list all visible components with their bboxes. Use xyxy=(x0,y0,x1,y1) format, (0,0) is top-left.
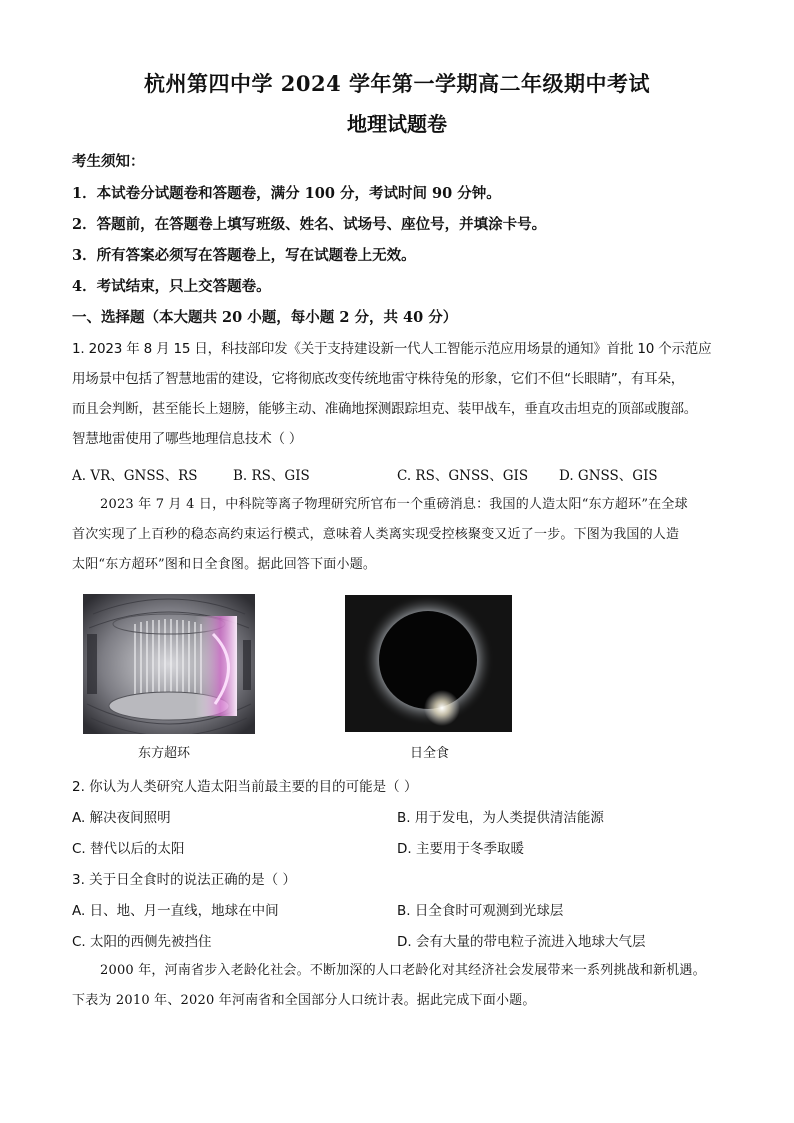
exam-title: 杭州第四中学 2024 学年第一学期高二年级期中考试 xyxy=(143,71,651,96)
passage-2-line: 2000 年，河南省步入老龄化社会。不断加深的人口老龄化对其经济社会发展带来一系列挑战和新机遇。 xyxy=(100,963,706,978)
figure-caption-eclipse: 日全食 xyxy=(410,746,450,761)
question-2-option-b: B. 用于发电，为人类提供清洁能源 xyxy=(397,810,604,826)
notice-item-2: 2．答题前，在答题卷上填写班级、姓名、试场号、座位号，并填涂卡号。 xyxy=(72,216,547,233)
passage-1-line: 2023 年 7 月 4 日，中科院等离子物理研究所官布一个重磅消息：我国的人造太阳“东方超环”在全球 xyxy=(100,497,688,512)
question-1-option-b: B. RS、GIS xyxy=(233,468,310,484)
notice-item-1: 1．本试卷分试题卷和答题卷，满分 100 分，考试时间 90 分钟。 xyxy=(72,185,501,202)
notice-item-4: 4．考试结束，只上交答题卷。 xyxy=(72,278,271,295)
question-2-stem: 2. 你认为人类研究人造太阳当前最主要的目的可能是（ ） xyxy=(72,779,418,795)
question-3-stem: 3. 关于日全食时的说法正确的是（ ） xyxy=(72,872,296,888)
question-2-option-a: A. 解决夜间照明 xyxy=(72,810,171,826)
east-tokamak-image xyxy=(83,594,255,734)
passage-1-line: 太阳“东方超环”图和日全食图。据此回答下面小题。 xyxy=(72,557,377,572)
passage-1 xyxy=(72,490,732,580)
question-1-line: 智慧地雷使用了哪些地理信息技术（ ） xyxy=(72,431,303,447)
question-2-option-c: C. 替代以后的太阳 xyxy=(72,841,185,857)
passage-1-line: 首次实现了上百秒的稳态高约束运行模式，意味着人类离实现受控核聚变又近了一步。下图为我国的人造 xyxy=(72,527,680,542)
notice-item-3: 3．所有答案必须写在答题卷上，写在试题卷上无效。 xyxy=(72,247,416,264)
notice-heading: 考生须知： xyxy=(72,153,145,170)
solar-eclipse-image xyxy=(345,595,512,732)
eclipse-illustration-icon xyxy=(345,595,512,732)
question-1-line: 而且会判断，甚至能长上翅膀，能够主动、准确地探测跟踪坦克、装甲战车，垂直攻击坦克的顶部或腹部。 xyxy=(72,401,698,417)
question-1-option-d: D. GNSS、GIS xyxy=(559,468,658,484)
question-3-option-b: B. 日全食时可观测到光球层 xyxy=(397,903,564,919)
passage-2 xyxy=(72,956,732,1016)
question-2-option-d: D. 主要用于冬季取暖 xyxy=(397,841,524,857)
question-3-option-c: C. 太阳的西侧先被挡住 xyxy=(72,934,212,950)
question-1-line: 1. 2023 年 8 月 15 日，科技部印发《关于支持建设新一代人工智能示范应用场景的通知》首批 10 个示范应 xyxy=(72,341,712,357)
tokamak-illustration-icon xyxy=(83,594,255,734)
question-1-stem xyxy=(72,334,732,454)
question-3-option-a: A. 日、地、月一直线，地球在中间 xyxy=(72,903,279,919)
section-heading: 一、选择题（本大题共 20 小题，每小题 2 分，共 40 分） xyxy=(72,309,458,326)
question-3-option-d: D. 会有大量的带电粒子流进入地球大气层 xyxy=(397,934,646,950)
question-1-option-c: C. RS、GNSS、GIS xyxy=(397,468,529,484)
passage-2-line: 下表为 2010 年、2020 年河南省和全国部分人口统计表。据此完成下面小题。 xyxy=(72,993,536,1008)
question-1-option-a: A. VR、GNSS、RS xyxy=(72,468,198,484)
question-1-line: 用场景中包括了智慧地雷的建设，它将彻底改变传统地雷守株待兔的形象，它们不但“长眼睛”，有耳朵， xyxy=(72,371,685,387)
figure-caption-tokamak: 东方超环 xyxy=(138,746,191,761)
exam-subtitle: 地理试题卷 xyxy=(347,112,447,136)
